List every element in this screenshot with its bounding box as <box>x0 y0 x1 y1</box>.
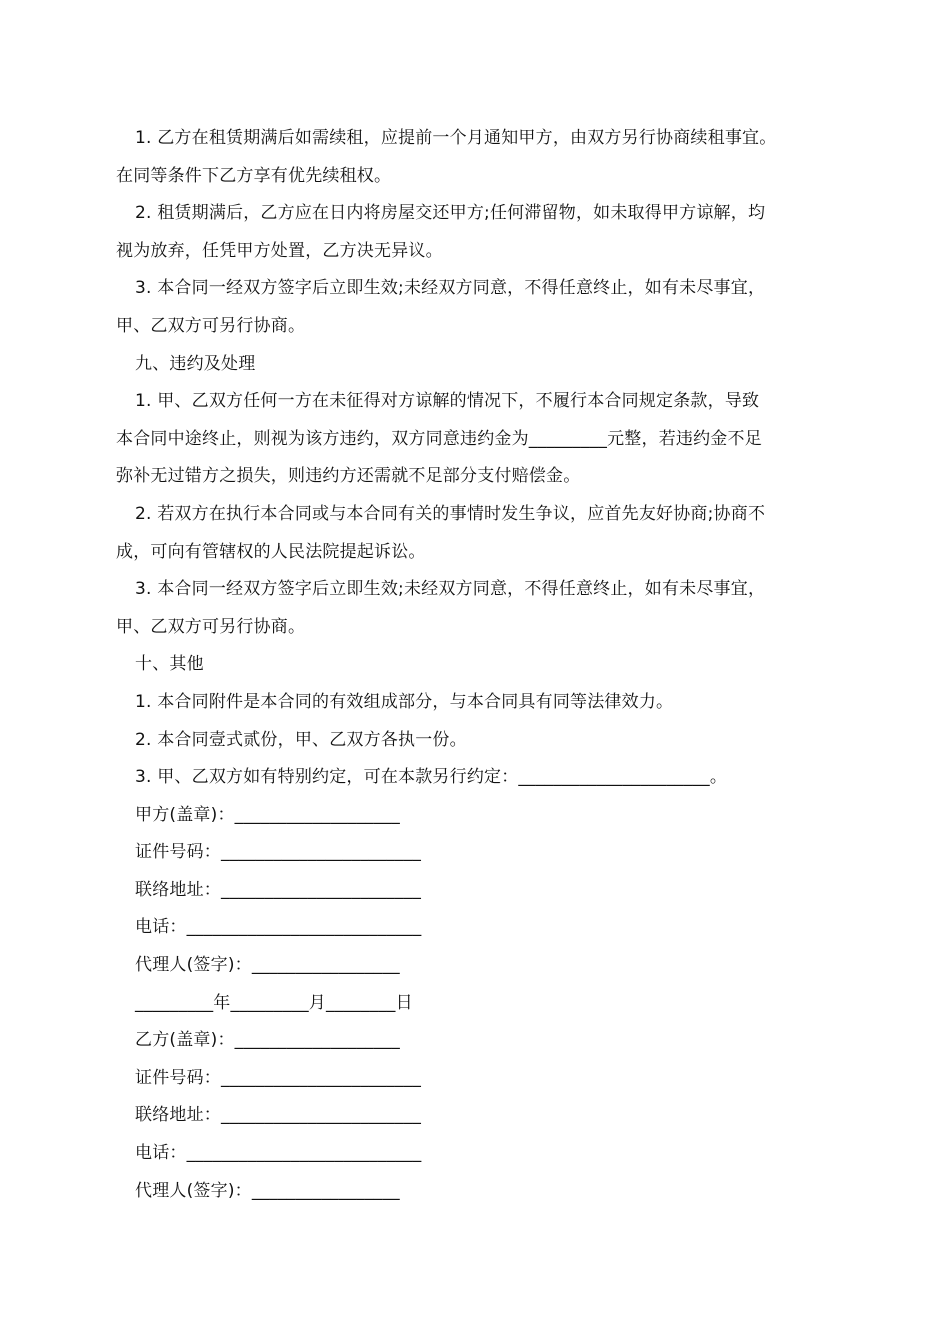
clause-line: 2. 本合同壹式贰份，甲、乙双方各执一份。 <box>135 729 467 750</box>
section-heading-breach: 九、违约及处理 <box>135 353 256 374</box>
clause-line: 2. 租赁期满后，乙方应在日内将房屋交还甲方;任何滞留物，如未取得甲方谅解，均 <box>135 203 766 224</box>
clause-line: 1. 本合同附件是本合同的有效组成部分，与本合同具有同等法律效力。 <box>135 691 674 712</box>
section-heading-other: 十、其他 <box>135 654 204 675</box>
date-field: _________年_________月________日 <box>135 992 413 1013</box>
clause-line: 3. 甲、乙双方如有特别约定，可在本款另行约定：______________________。 <box>135 767 728 788</box>
clause-line: 本合同中途终止，则视为该方违约，双方同意违约金为_________元整，若违约金不足 <box>116 428 762 449</box>
clause-line: 视为放弃，任凭甲方处置，乙方决无异议。 <box>116 240 443 261</box>
clause-line: 1. 乙方在租赁期满后如需续租，应提前一个月通知甲方，由双方另行协商续租事宜。 <box>135 128 777 148</box>
party-a-id-field: 证件号码：_______________________ <box>135 842 422 863</box>
party-b-phone-field: 电话：___________________________ <box>135 1143 422 1164</box>
clause-line: 3. 本合同一经双方签字后立即生效;未经双方同意，不得任意终止，如有未尽事宜， <box>135 278 766 299</box>
party-b-address-field: 联络地址：_______________________ <box>135 1105 422 1126</box>
party-a-phone-field: 电话：___________________________ <box>135 917 422 938</box>
party-a-address-field: 联络地址：_______________________ <box>135 879 422 900</box>
clause-line: 弥补无过错方之损失，则违约方还需就不足部分支付赔偿金。 <box>116 466 581 487</box>
party-b-agent-field: 代理人(签字)：_________________ <box>135 1180 400 1201</box>
party-b-seal-field: 乙方(盖章)：___________________ <box>135 1030 400 1051</box>
contract-body <box>116 120 846 1210</box>
party-a-agent-field: 代理人(签字)：_________________ <box>135 955 400 976</box>
clause-line: 甲、乙双方可另行协商。 <box>116 616 306 637</box>
clause-line: 3. 本合同一经双方签字后立即生效;未经双方同意，不得任意终止，如有未尽事宜， <box>135 579 766 600</box>
clause-line: 成，可向有管辖权的人民法院提起诉讼。 <box>116 541 426 562</box>
clause-line: 甲、乙双方可另行协商。 <box>116 315 306 336</box>
clause-line: 1. 甲、乙双方任何一方在未征得对方谅解的情况下，不履行本合同规定条款，导致 <box>135 391 760 412</box>
party-b-id-field: 证件号码：_______________________ <box>135 1067 422 1088</box>
clause-line: 在同等条件下乙方享有优先续租权。 <box>116 165 392 186</box>
clause-line: 2. 若双方在执行本合同或与本合同有关的事情时发生争议，应首先友好协商;协商不 <box>135 503 766 524</box>
party-a-seal-field: 甲方(盖章)：___________________ <box>135 804 400 825</box>
